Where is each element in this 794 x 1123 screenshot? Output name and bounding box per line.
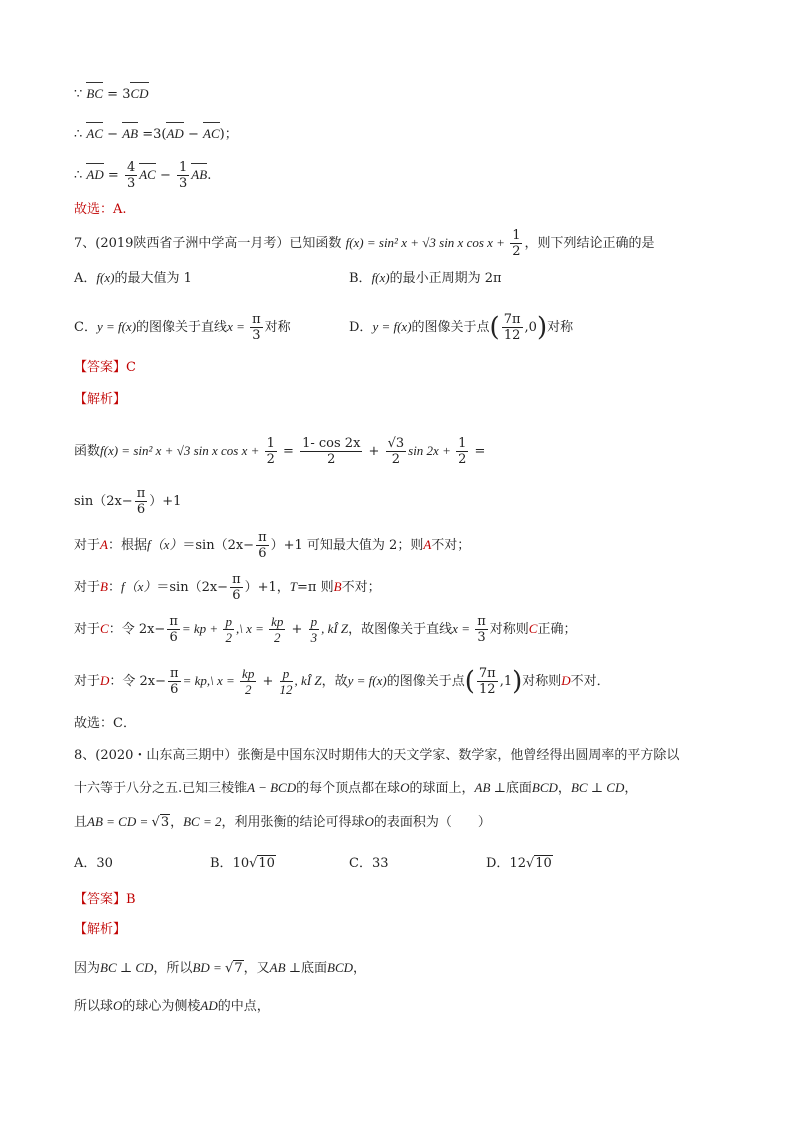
fraction <box>135 486 148 517</box>
numerator: 1- cos 2x <box>302 436 361 451</box>
step-text: 对于 <box>74 674 101 689</box>
numerator: 7π <box>478 666 496 681</box>
sqrt-sign: √ <box>225 961 234 976</box>
step-text: 的中点， <box>217 999 270 1014</box>
stem-text: 底面 <box>505 781 532 796</box>
option-text: 的最小正周期为 2π <box>389 271 502 286</box>
vector-ac: AC <box>203 124 220 144</box>
step-text: ：根据 <box>107 538 147 553</box>
denominator: 12 <box>503 328 521 343</box>
step-text: ，故图像关于直线 <box>348 622 453 637</box>
option-text: 对称 <box>547 320 574 335</box>
numerator: 1 <box>512 228 521 243</box>
option-var: D <box>100 673 110 688</box>
step-text: ： <box>107 580 121 595</box>
denominator: 2 <box>266 452 275 467</box>
sqrt-sign: √ <box>151 815 160 830</box>
right-paren: ) <box>536 312 548 343</box>
step-math: ）+1 <box>149 494 182 509</box>
fraction <box>168 666 181 697</box>
stem-text: 的表面积为（ ） <box>373 815 491 830</box>
step-math: ）+1， <box>244 580 290 595</box>
q7-option-c <box>74 312 291 343</box>
numerator: π <box>136 486 146 501</box>
option-text: 的图像关于点 <box>411 320 490 335</box>
vector-ad: AD <box>166 124 183 144</box>
step-math: , kÎ Z <box>321 621 349 636</box>
option-var: C <box>100 621 109 636</box>
option-math: 12 <box>509 856 526 871</box>
fraction <box>167 614 180 645</box>
q7-conclusion: 故选：C． <box>74 716 136 731</box>
numerator: 1 <box>266 436 275 451</box>
fraction <box>300 436 362 467</box>
denominator: 2 <box>274 630 281 645</box>
step-math: ：令 2x− <box>108 622 166 637</box>
q8-stem-line-3 <box>74 812 491 833</box>
numerator: p <box>225 614 232 629</box>
q7-option-b <box>349 268 502 289</box>
sqrt-sign: √ <box>525 856 535 871</box>
step-math: sin（2x− <box>74 494 133 509</box>
q8-option-c: C．33 <box>349 856 389 871</box>
step-text: 对于 <box>74 580 101 595</box>
step-text: 不对； <box>341 580 381 595</box>
step-math: ,\ x = <box>235 621 268 636</box>
fraction <box>230 572 243 603</box>
q7-step-1 <box>74 436 485 467</box>
numerator: 4 <box>126 160 136 175</box>
denominator: 12 <box>479 682 496 697</box>
step-text: 不对； <box>431 538 471 553</box>
q7-stem <box>74 228 655 259</box>
step-math: BD = <box>192 960 226 975</box>
option-var: D <box>561 673 571 688</box>
option-math: f(x) <box>371 270 390 285</box>
option-math: f(x) <box>96 270 115 285</box>
fraction <box>456 436 468 467</box>
option-math: 10 <box>232 856 250 871</box>
fraction <box>475 614 488 645</box>
denominator: 3 <box>126 176 136 191</box>
stem-math: BC ⊥ CD <box>570 780 625 795</box>
step-text: ， <box>353 961 367 976</box>
option-text: 的图像关于直线 <box>136 320 228 335</box>
numerator: kp <box>242 666 255 681</box>
answer-value: C <box>126 360 136 375</box>
numerator: π <box>169 614 178 629</box>
numerator: kp <box>271 614 284 629</box>
fraction <box>265 436 277 467</box>
denominator: 12 <box>279 682 293 697</box>
q7-suffix: ，则下列结论正确的是 <box>524 236 655 251</box>
step-math: f(x) = sin² x + √3 sin x cos x + <box>100 443 263 458</box>
q7-prefix: 7、(2019陕西省子洲中学高一月考）已知函数 <box>74 236 342 251</box>
numerator: 1 <box>458 436 467 451</box>
option-label: D． <box>486 856 510 871</box>
stem-math: O <box>400 780 410 795</box>
option-var: A <box>100 537 108 552</box>
option-label: B． <box>210 856 233 871</box>
vector-ac: AC <box>139 165 156 185</box>
stem-text: 且 <box>74 815 88 830</box>
step-math: f（x） <box>120 579 157 594</box>
vector-bc: BC <box>86 84 103 104</box>
minus: − <box>103 127 123 142</box>
step-math: O <box>113 998 123 1013</box>
step-text: 的球心为侧棱 <box>122 999 201 1014</box>
equals: =3( <box>138 127 167 142</box>
step-text: 的图像关于点 <box>386 674 465 689</box>
radicand: 10 <box>258 856 275 871</box>
numerator: √3 <box>387 436 405 451</box>
step-math: AD <box>200 998 218 1013</box>
plus: + <box>258 674 278 689</box>
step-math: AB ⊥ <box>269 960 301 975</box>
step-math: = kp + <box>181 621 222 636</box>
radicand: 10 <box>535 856 552 871</box>
q8-stem-line-2 <box>74 778 637 799</box>
step-math: = kp,\ x = <box>182 673 239 688</box>
denominator: 3 <box>179 176 188 191</box>
stem-text: ，利用张衡的结论可得球 <box>221 815 365 830</box>
step-text: ，又 <box>243 961 270 976</box>
plus: + <box>364 444 384 459</box>
step-math: , kÎ Z <box>294 673 322 688</box>
step-text: 不对． <box>570 674 610 689</box>
stem-text: ， <box>170 815 184 830</box>
denominator: 6 <box>258 546 267 561</box>
vector-ac: AC <box>86 124 103 144</box>
stem-math: A − BCD <box>247 780 297 795</box>
option-var: B <box>333 579 342 594</box>
step-math: BCD <box>327 960 354 975</box>
step-text: 底面 <box>301 961 328 976</box>
stem-text: 的每个顶点都在球 <box>296 781 401 796</box>
option-label: B． <box>349 271 372 286</box>
answer-tag: 【答案】 <box>74 360 127 375</box>
therefore-symbol: ∴ <box>74 127 83 142</box>
prev-line-2 <box>74 124 238 145</box>
q7-function: f(x) = sin² x + √3 sin x cos x + <box>345 235 509 250</box>
q7-option-a <box>74 268 192 289</box>
q8-stem-line-1: 8、(2020・山东高三期中）张衡是中国东汉时期伟大的天文学家、数学家，他曾经得出圆周率的平方除以 <box>74 748 680 763</box>
stem-text: 的球面上， <box>409 781 475 796</box>
fraction <box>386 436 407 467</box>
option-math: y = f(x) <box>96 319 137 334</box>
step-text: 正确； <box>537 622 577 637</box>
stem-math: AB = CD = <box>87 814 152 829</box>
option-var: A <box>423 537 432 552</box>
step-text: 对于 <box>74 622 101 637</box>
denominator: 6 <box>169 630 178 645</box>
radicand: 7 <box>234 961 243 976</box>
q8-analysis-tag: 【解析】 <box>74 922 127 937</box>
denominator: 6 <box>136 502 146 517</box>
fraction <box>240 666 256 697</box>
q8-option-b <box>210 854 276 874</box>
option-label: A． <box>74 271 97 286</box>
step-math: BC ⊥ CD <box>100 960 154 975</box>
q8-option-d <box>486 854 553 874</box>
step-math: f（x） <box>146 537 183 552</box>
stem-text: 十六等于八分之五.已知三棱锥 <box>74 781 248 796</box>
step-text: ）+1 可知最大值为 2；则 <box>270 538 424 553</box>
denominator: 3 <box>310 630 318 645</box>
q7-case-d <box>74 666 610 697</box>
fraction <box>510 228 522 259</box>
step-math: T <box>289 579 298 594</box>
option-text: 的最大值为 1 <box>114 271 192 286</box>
prev-line-3 <box>74 160 211 191</box>
option-var: C <box>528 621 538 636</box>
fraction <box>250 312 263 343</box>
stem-math: BCD <box>531 780 558 795</box>
vector-ab: AB <box>122 124 138 144</box>
option-math: y = f(x) <box>372 319 412 334</box>
left-paren: ( <box>489 312 500 343</box>
step-text: 因为 <box>74 961 101 976</box>
step-text: ，故 <box>321 674 348 689</box>
numerator: π <box>258 530 267 545</box>
equals: = <box>103 168 123 183</box>
option-var: B <box>100 579 108 594</box>
fraction <box>309 614 320 645</box>
numerator: π <box>232 572 241 587</box>
fraction <box>502 312 523 343</box>
step-math: x = <box>452 621 474 636</box>
denominator: 2 <box>244 682 252 697</box>
option-label: D． <box>349 320 373 335</box>
prev-answer: 故选：A. <box>74 202 127 217</box>
minus: − <box>155 168 176 183</box>
sqrt-sign: √ <box>249 856 258 871</box>
q7-case-a <box>74 530 470 561</box>
fraction <box>125 160 137 191</box>
step-text: 函数 <box>74 444 101 459</box>
fraction <box>256 530 269 561</box>
numerator: 1 <box>179 160 188 175</box>
step-math: ＝sin（2x− <box>156 580 229 595</box>
prev-line-1 <box>74 84 149 105</box>
denominator: 2 <box>458 452 467 467</box>
stem-math: AB ⊥ <box>474 780 506 795</box>
step-math: ：令 2x− <box>109 674 167 689</box>
left-paren: ( <box>464 666 475 697</box>
vector-ab: AB <box>191 165 207 185</box>
close-paren: )； <box>219 127 238 142</box>
stem-text: ， <box>624 781 638 796</box>
fraction <box>223 614 234 645</box>
q7-case-c <box>74 614 576 645</box>
step-math: ,1 <box>499 674 513 689</box>
equals: = <box>278 444 299 459</box>
option-text: 对称 <box>264 320 291 335</box>
stem-math: BC = 2 <box>183 814 222 829</box>
step-math: ＝sin（2x− <box>182 538 255 553</box>
q7-option-d <box>349 312 573 343</box>
step-text: 对于 <box>74 538 101 553</box>
right-paren: ) <box>512 666 523 697</box>
q7-case-b <box>74 572 381 603</box>
q7-step-2 <box>74 486 181 517</box>
equals: = 3 <box>103 87 131 102</box>
step-math: sin 2x + <box>408 443 455 458</box>
answer-tag: 【答案】 <box>74 892 127 907</box>
q8-answer <box>74 890 136 910</box>
radicand: 3 <box>160 815 170 830</box>
q7-analysis-tag: 【解析】 <box>74 392 127 407</box>
option-math: x = <box>227 319 249 334</box>
minus: − <box>183 127 203 142</box>
denominator: 2 <box>512 244 521 259</box>
period: . <box>207 168 212 183</box>
denominator: 6 <box>170 682 179 697</box>
numerator: π <box>252 312 261 327</box>
option-label: C． <box>74 320 97 335</box>
step-text: 所以球 <box>74 999 114 1014</box>
step-text: 对称则 <box>489 622 529 637</box>
q7-answer <box>74 358 136 378</box>
step-text: ，所以 <box>153 961 193 976</box>
step-text: 对称则 <box>522 674 562 689</box>
option-math: ,0 <box>524 320 537 335</box>
stem-math: O <box>364 814 374 829</box>
denominator: 3 <box>477 630 486 645</box>
vector-ad: AD <box>86 165 103 185</box>
numerator: p <box>310 614 318 629</box>
q8-step-2 <box>74 996 270 1017</box>
step-math: y = f(x) <box>347 673 387 688</box>
numerator: p <box>280 666 293 682</box>
q8-option-a: A．30 <box>74 856 113 871</box>
numerator: π <box>170 666 179 681</box>
denominator: 3 <box>252 328 261 343</box>
denominator: 2 <box>327 452 336 467</box>
stem-text: ， <box>557 781 571 796</box>
numerator: π <box>477 614 486 629</box>
denominator: 6 <box>232 588 241 603</box>
q8-step-1 <box>74 958 366 979</box>
step-text: =π 则 <box>297 580 334 595</box>
answer-value: B <box>126 892 136 907</box>
fraction <box>477 666 498 697</box>
plus: + <box>287 622 307 637</box>
denominator: 2 <box>225 630 232 645</box>
therefore-symbol: ∴ <box>74 168 83 183</box>
because-symbol: ∵ <box>74 87 83 102</box>
vector-cd: CD <box>130 84 148 104</box>
numerator: 7π <box>503 312 521 327</box>
denominator: 2 <box>391 452 400 467</box>
fraction <box>177 160 189 191</box>
fraction <box>280 666 293 697</box>
fraction <box>269 614 285 645</box>
equals: = <box>470 444 486 459</box>
